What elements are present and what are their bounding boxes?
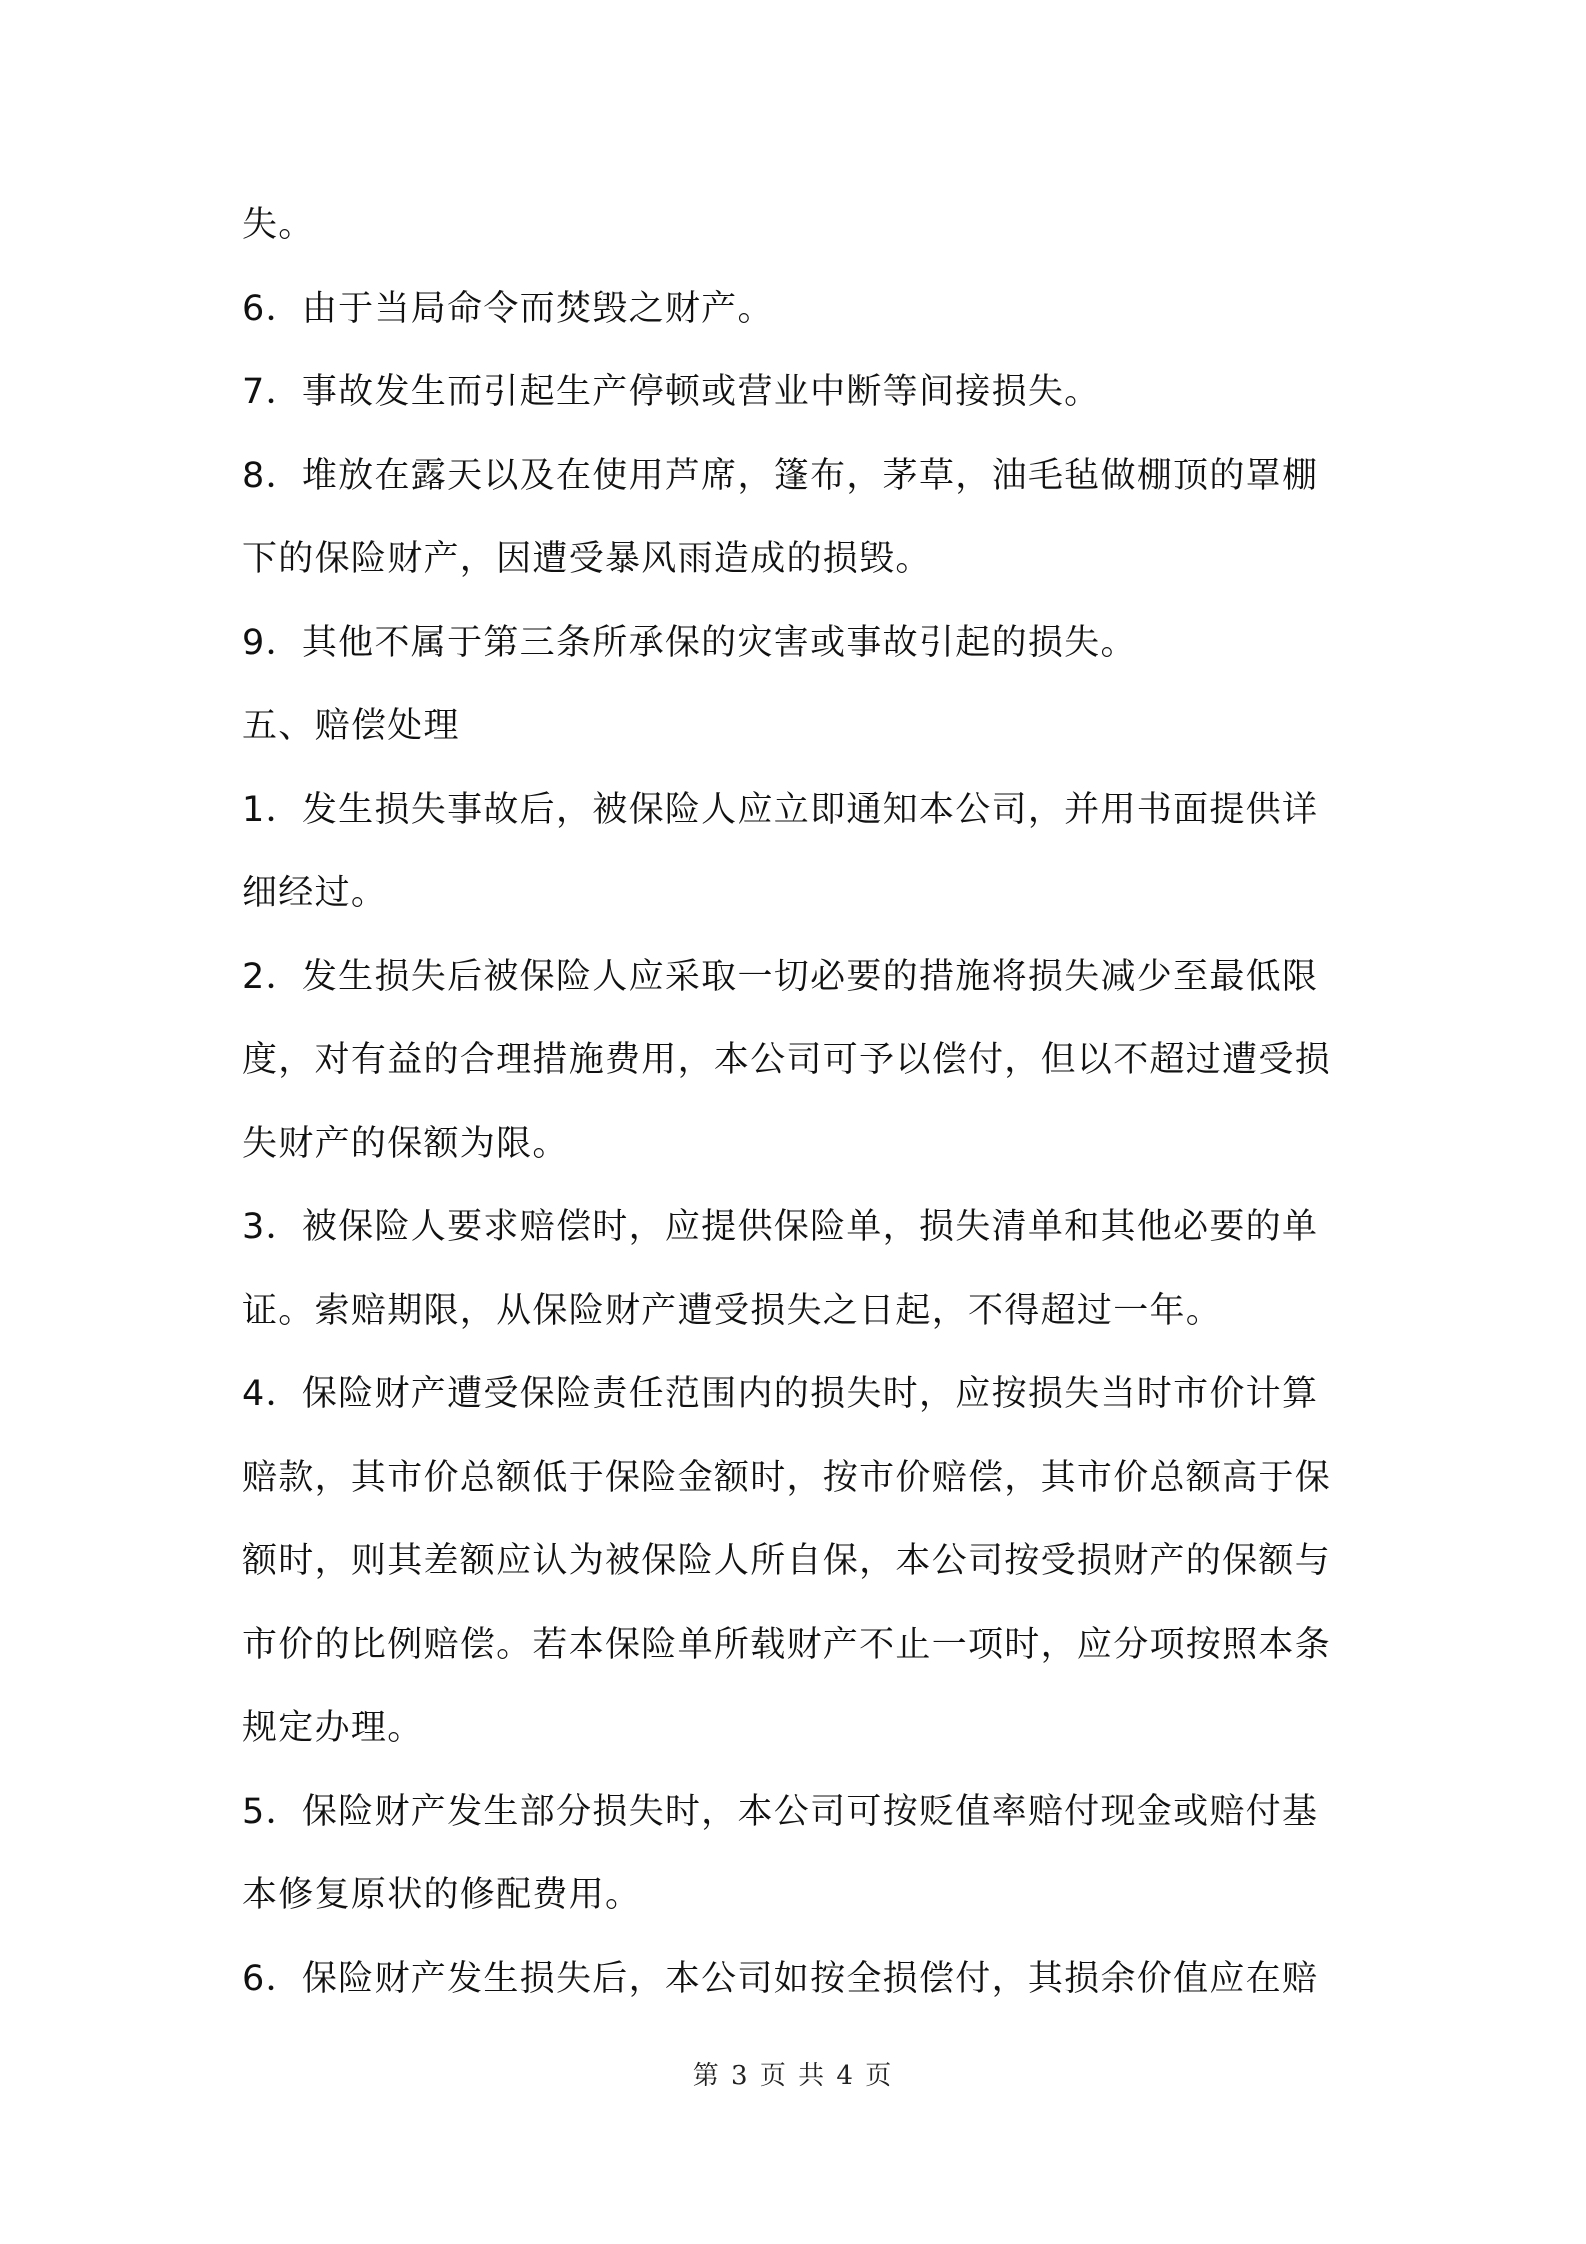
text-line: 1．发生损失事故后，被保险人应立即通知本公司，并用书面提供详	[242, 789, 1319, 830]
text-line: 8．堆放在露天以及在使用芦席，篷布，茅草，油毛毡做棚顶的罩棚	[242, 455, 1319, 496]
text-line: 本修复原状的修配费用。	[242, 1875, 642, 1915]
text-line: 7．事故发生而引起生产停顿或营业中断等间接损失。	[242, 372, 1101, 412]
text-line: 市价的比例赔偿。若本保险单所载财产不止一项时，应分项按照本条	[242, 1624, 1332, 1665]
text-line: 2．发生损失后被保险人应采取一切必要的措施将损失减少至最低限	[242, 956, 1319, 997]
document-body	[242, 184, 1354, 2021]
text-line: 6．保险财产发生损失后，本公司如按全损偿付，其损余价值应在赔	[242, 1958, 1319, 1999]
text-line: 赔款，其市价总额低于保险金额时，按市价赔偿，其市价总额高于保	[242, 1457, 1332, 1498]
page-number-footer: 第 3 页 共 4 页	[692, 2061, 894, 2091]
text-line: 规定办理。	[242, 1708, 424, 1748]
text-line: 4．保险财产遭受保险责任范围内的损失时，应按损失当时市价计算	[242, 1374, 1319, 1414]
text-line: 失。	[242, 205, 315, 245]
text-line: 6．由于当局命令而焚毁之财产。	[242, 288, 774, 329]
text-line: 度，对有益的合理措施费用，本公司可予以偿付，但以不超过遭受损	[242, 1040, 1332, 1080]
text-line: 下的保险财产，因遭受暴风雨造成的损毁。	[242, 539, 932, 579]
text-line: 5．保险财产发生部分损失时，本公司可按贬值率赔付现金或赔付基	[242, 1791, 1319, 1832]
text-line: 9．其他不属于第三条所承保的灾害或事故引起的损失。	[242, 622, 1137, 663]
text-line: 细经过。	[242, 873, 388, 913]
section-heading: 五、赔偿处理	[242, 706, 460, 746]
text-line: 3．被保险人要求赔偿时，应提供保险单，损失清单和其他必要的单	[242, 1207, 1319, 1247]
text-line: 失财产的保额为限。	[242, 1123, 569, 1164]
text-line: 证。索赔期限，从保险财产遭受损失之日起，不得超过一年。	[242, 1290, 1223, 1331]
text-line: 额时，则其差额应认为被保险人所自保，本公司按受损财产的保额与	[242, 1541, 1332, 1581]
